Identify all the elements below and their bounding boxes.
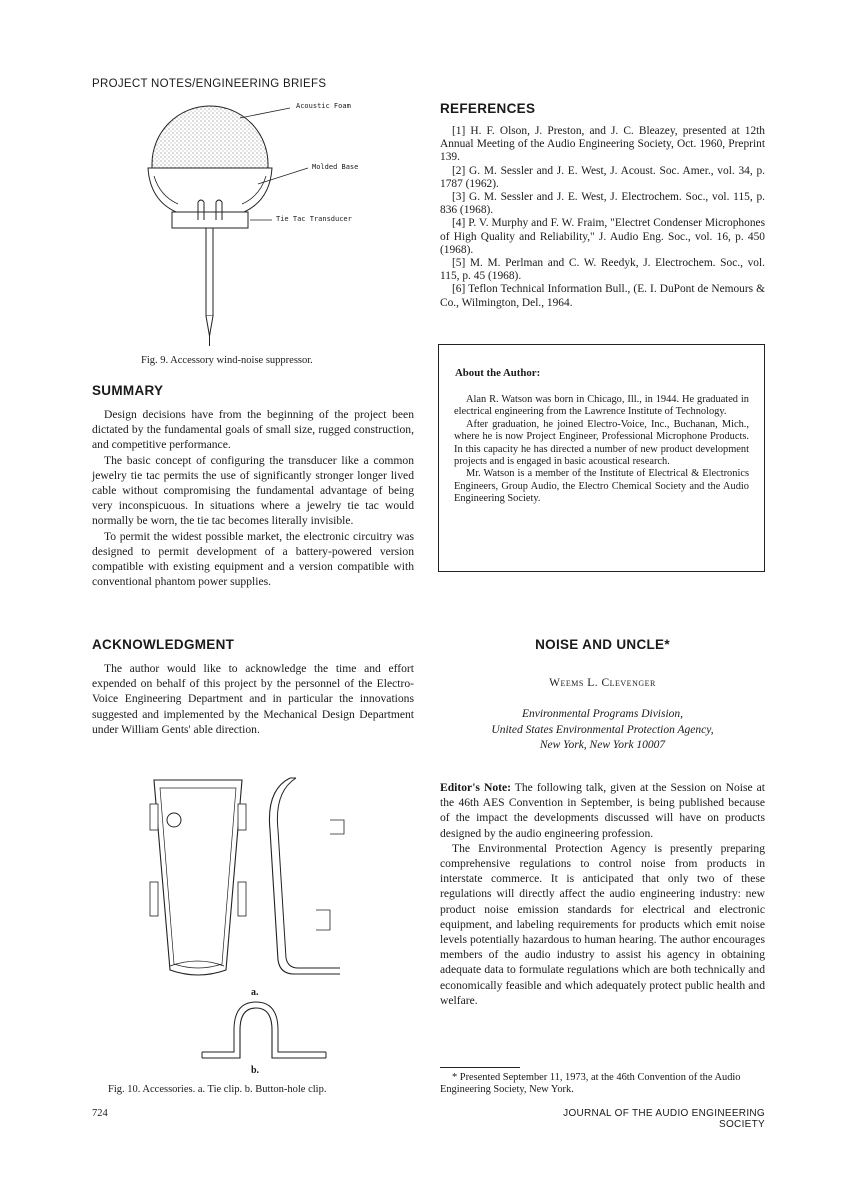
acknowledgment-body (92, 661, 414, 737)
affiliation-line: United States Environmental Protection Agency, (491, 723, 714, 736)
figure-10-label-a: a. (251, 987, 259, 998)
summary-paragraph: To permit the widest possible market, the electronic circuitry was designed to permit development of a battery-powered version compatible with existing equipment and a version compatible with conventional phantom power supplies. (92, 529, 414, 589)
label-tie-tac-transducer: Tie Tac Transducer (276, 215, 352, 223)
reference-item: [1] H. F. Olson, J. Preston, and J. C. Bleazey, presented at 12th Annual Meeting of the Audio Engineering Society, Oct. 1960, Preprint 139. (440, 125, 765, 164)
acknowledgment-heading: ACKNOWLEDGMENT (92, 637, 235, 652)
reference-item: [6] Teflon Technical Information Bull., (E. I. DuPont de Nemours & Co., Wilmington, Del., 1964. (440, 283, 765, 309)
summary-body (92, 407, 414, 589)
figure-10-caption: Fig. 10. Accessories. a. Tie clip. b. Button-hole clip. (108, 1084, 327, 1095)
summary-paragraph: Design decisions have from the beginning of the project been dictated by the fundamental goals of small size, rugged construction, and competitive performance. (92, 408, 414, 452)
references-list (440, 125, 765, 310)
reference-item: [4] P. V. Murphy and F. W. Fraim, "Electret Condenser Microphones of High Quality and Reliability," J. Audio Eng. Soc., vol. 16, p. 450 (1968). (440, 217, 765, 256)
about-author-paragraph: After graduation, he joined Electro-Voice, Inc., Buchanan, Mich., where he is now Project Engineer, Professional Microphone Products. In this capacity he has directed a number of new product development projects and is engaged in basic acoustical research. (454, 418, 749, 468)
acknowledgment-paragraph: The author would like to acknowledge the time and effort expended on behalf of this project by the personnel of the Electro-Voice Engineering Department and in particular the innovations suggested and implemented by the Mechanical Design Department under William Gents' able direction. (92, 662, 414, 736)
editors-note-text: The following talk, given at the Session on Noise at the 46th AES Convention in September, is being published because of the impact the developments discussed will have on products designed by the audio engineering profession. (440, 781, 766, 840)
article-title: NOISE AND UNCLE* (535, 637, 670, 652)
summary-heading: SUMMARY (92, 383, 164, 398)
reference-item: [2] G. M. Sessler and J. E. West, J. Acoust. Soc. Amer., vol. 34, p. 1787 (1962). (440, 164, 765, 190)
about-author-paragraph: Alan R. Watson was born in Chicago, Ill., in 1944. He graduated in electrical engineering from the Lawrence Institute of Technology. (454, 394, 749, 418)
figure-9-caption: Fig. 9. Accessory wind-noise suppressor. (141, 355, 313, 366)
editors-note-label: Editor's Note: (440, 781, 511, 794)
label-acoustic-foam: Acoustic Foam (296, 102, 351, 110)
label-molded-base: Molded Base (312, 163, 359, 171)
figure-10-label-b: b. (251, 1065, 260, 1076)
accessories-drawing (130, 770, 420, 1070)
figure-10 (130, 770, 420, 1076)
page-number: 724 (92, 1108, 108, 1119)
affiliation-line: Environmental Programs Division, (521, 708, 684, 720)
article-footnote: * Presented September 11, 1973, at the 46th Convention of the Audio Engineering Society, New York. (440, 1072, 741, 1096)
editors-note (440, 780, 765, 841)
footnote-rule (440, 1067, 520, 1068)
about-author-box (438, 344, 765, 572)
reference-item: [3] G. M. Sessler and J. E. West, J. Electrochem. Soc., vol. 115, p. 836 (1968). (440, 191, 765, 217)
article-affiliation (440, 707, 765, 754)
journal-name: JOURNAL OF THE AUDIO ENGINEERING SOCIETY (563, 1108, 765, 1130)
references-heading: REFERENCES (440, 101, 536, 116)
article-author: Weems L. Clevenger (549, 677, 656, 689)
wind-noise-suppressor-drawing (140, 96, 420, 356)
affiliation-line: New York, New York 10007 (539, 739, 666, 751)
article-paragraph: The Environmental Protection Agency is presently preparing comprehensive regulations to control noise from products in interstate commerce. It is anticipated that only two of these regulations will directly affect the audio engineering industry: new product noise emission standards for electrical and electronic equipment, and labeling requirements for products which emit noise levels potentially hazardous to human hearing. The author encourages members of the audio industry to assist his agency in obtaining adequate data to formulate regulations which are both technically and economically feasible and which adequately protect public health and welfare. (440, 841, 765, 1007)
running-header: PROJECT NOTES/ENGINEERING BRIEFS (92, 78, 327, 90)
summary-paragraph: The basic concept of configuring the transducer like a common jewelry tie tac permits the use of significantly stronger longer lived cable without compromising the fundamental advantage of being very inconspicuous. In situations where a jewelry tie tac would normally be worn, the tie tac becomes literally invisible. (92, 453, 414, 528)
figure-9 (140, 96, 420, 356)
about-author-paragraph: Mr. Watson is a member of the Institute of Electrical & Electronics Engineers, Group Audio, the Electro Chemical Society and the Audio Engineering Society. (454, 468, 749, 505)
about-author-body (454, 394, 749, 506)
article-body (440, 780, 765, 1008)
about-author-title: About the Author: (455, 367, 541, 379)
reference-item: [5] M. M. Perlman and C. W. Reedyk, J. Electrochem. Soc., vol. 115, p. 45 (1968). (440, 257, 765, 283)
